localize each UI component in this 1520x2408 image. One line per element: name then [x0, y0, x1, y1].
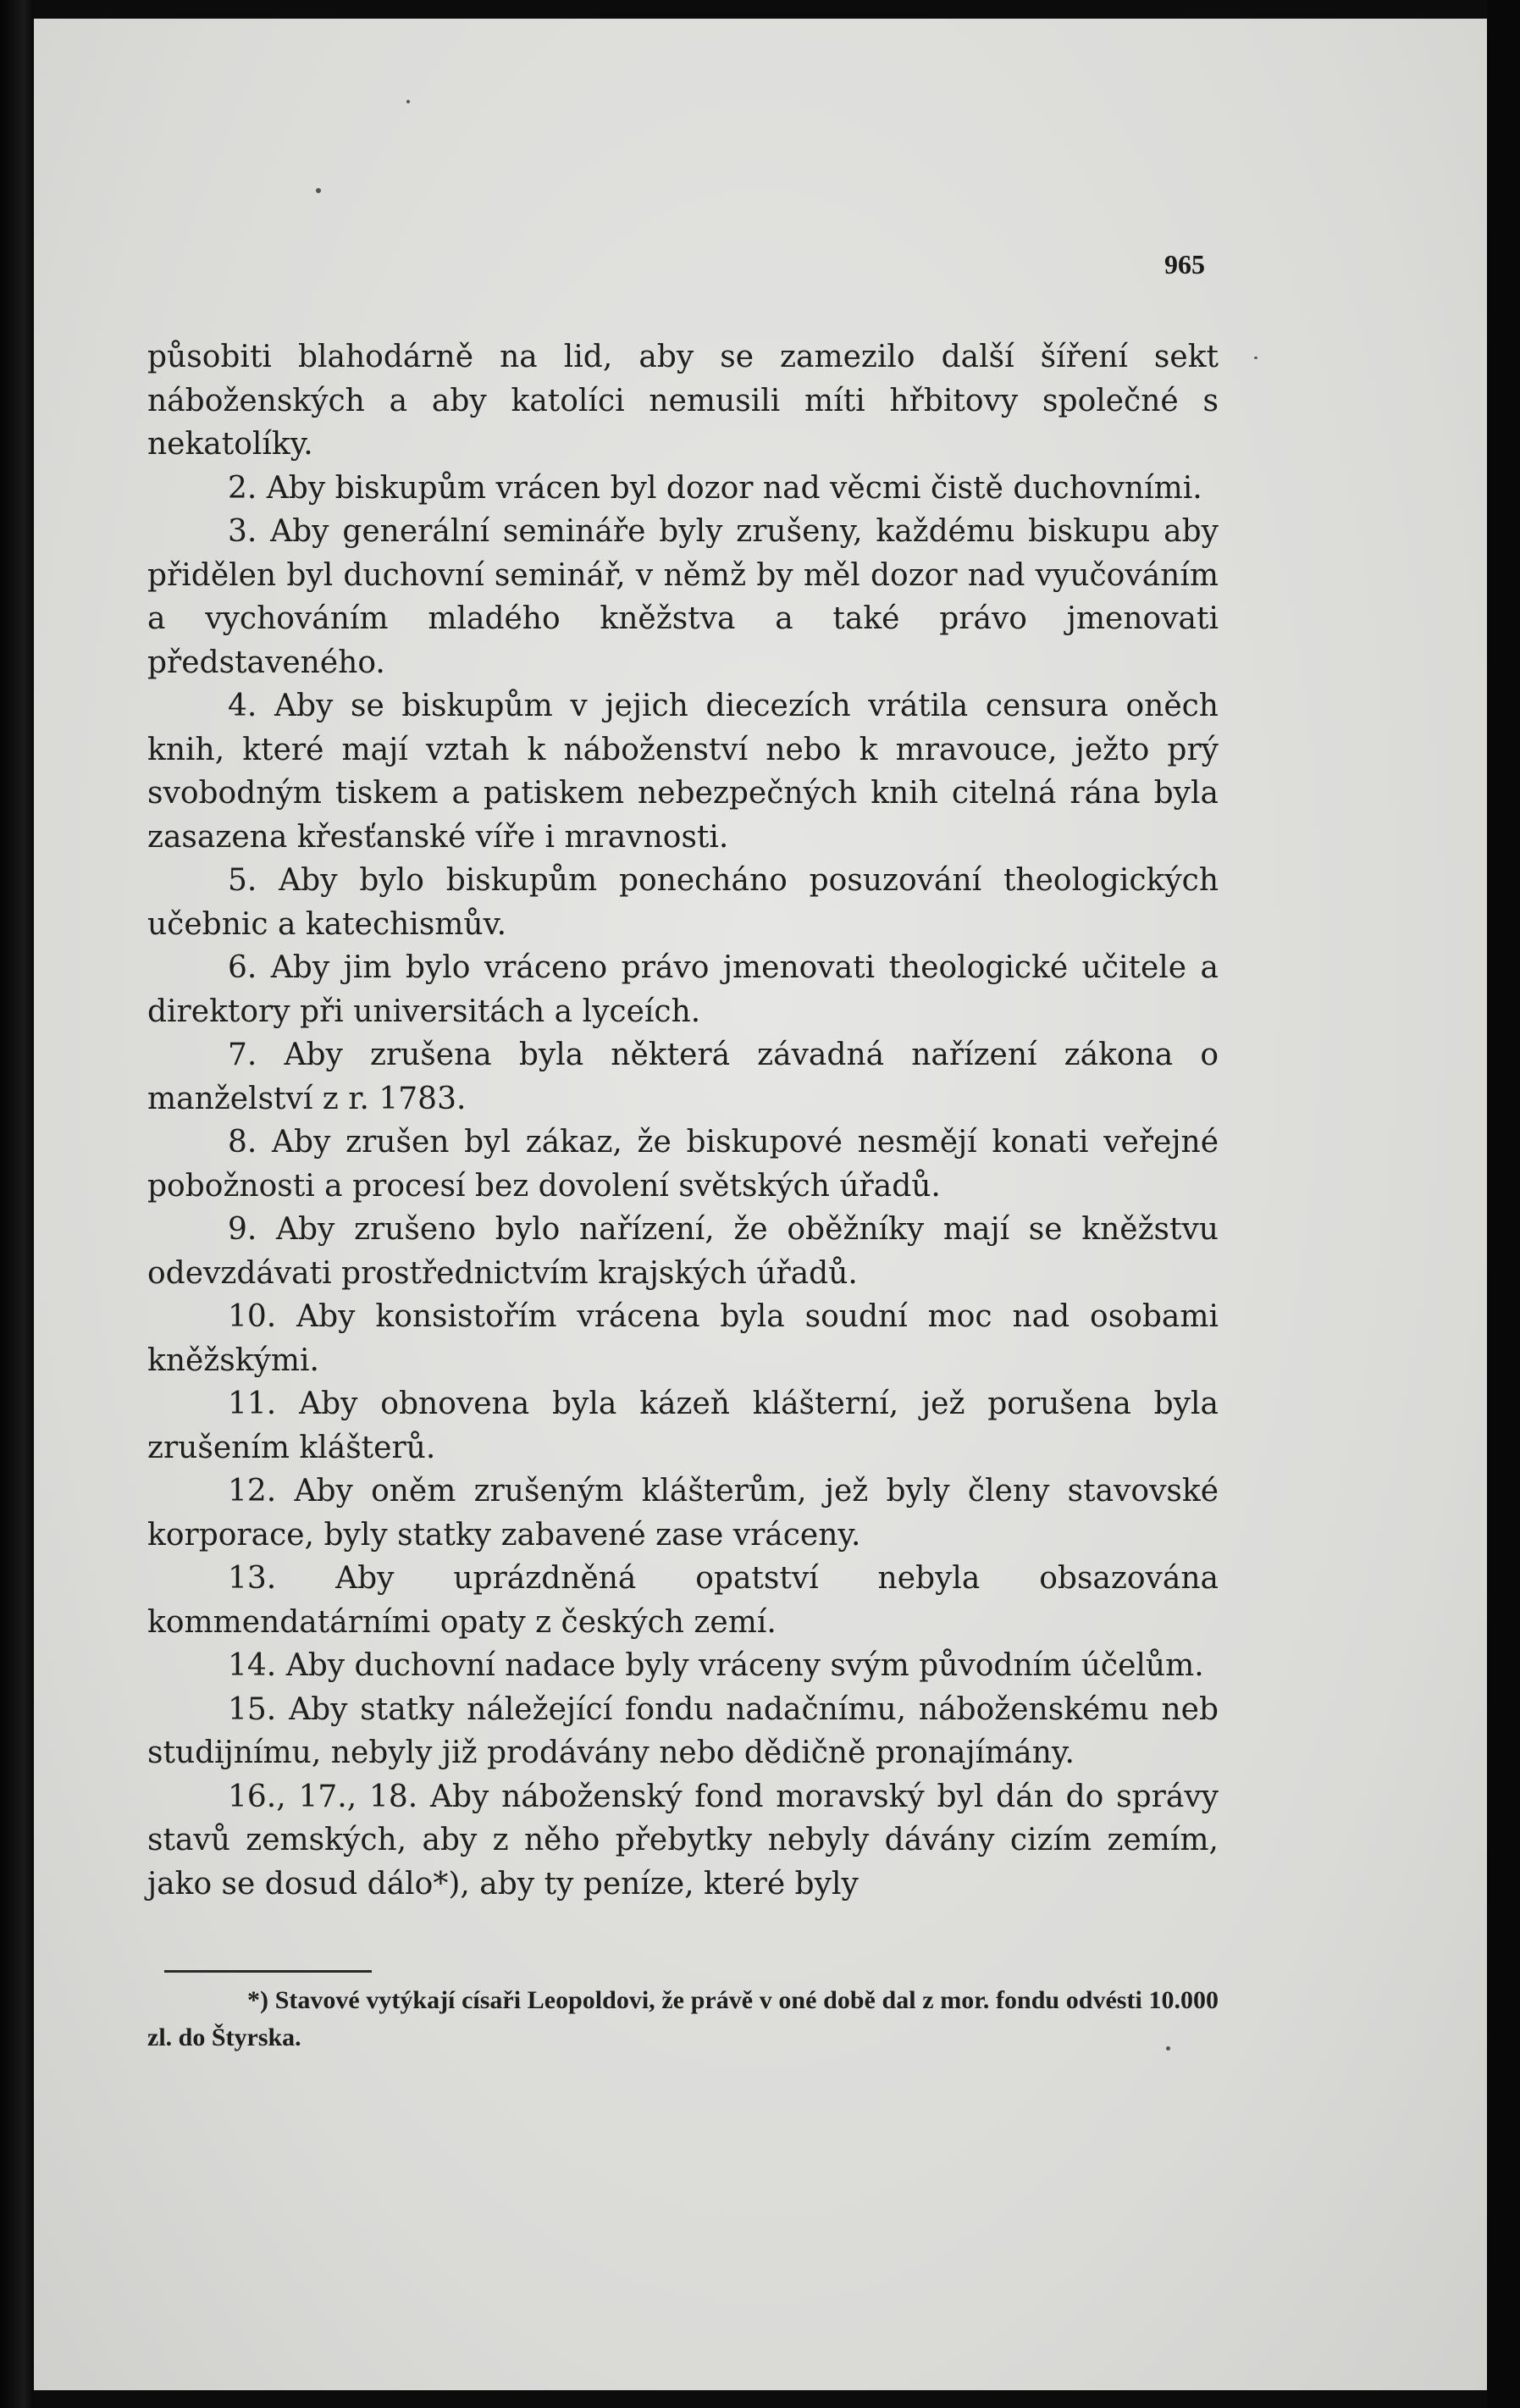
page-number: 965	[1164, 249, 1205, 280]
paragraph: 5. Aby bylo biskupům ponecháno posuzování theologických učebnic a katechismův.	[147, 863, 1219, 942]
footnote-text: *) Stavové vytýkají císaři Leopoldovi, že právě v oné době dal z mor. fondu odvésti 10.000 zl. do Štyrska.	[147, 1986, 1219, 2051]
footnote-rule	[164, 1970, 372, 1973]
paragraph: 16., 17., 18. Aby náboženský fond moravský byl dán do správy stavů zemských, aby z něho přebytky nebyly dávány cizím zemím, jako se dosud dálo*), aby ty peníze, které byly	[147, 1779, 1219, 1901]
paragraph: 3. Aby generální semináře byly zrušeny, každému biskupu aby přidělen byl duchovní seminář, v němž by měl dozor nad vyučováním a vychováním mladého kněžstva a také právo jmenovati představeného.	[147, 514, 1219, 680]
paragraph: 11. Aby obnovena byla kázeň klášterní, jež porušena byla zrušením klášterů.	[147, 1387, 1219, 1465]
paragraph: 9. Aby zrušeno bylo nařízení, že oběžníky mají se kněžstvu odevzdávati prostřednictvím krajských úřadů.	[147, 1212, 1219, 1291]
paragraph: 6. Aby jim bylo vráceno právo jmenovati theologické učitele a direktory při universitách a lyceích.	[147, 950, 1219, 1029]
scan-speck	[1254, 357, 1257, 359]
scan-left-edge	[0, 0, 34, 2408]
paragraph: 7. Aby zrušena byla některá závadná nařízení zákona o manželství z r. 1783.	[147, 1038, 1219, 1116]
body-text	[147, 335, 1219, 1906]
scan-speck	[316, 188, 321, 193]
paragraph: 12. Aby oněm zrušeným klášterům, jež byly členy stavovské korporace, byly statky zabavené zase vráceny.	[147, 1474, 1219, 1553]
paragraph: 4. Aby se biskupům v jejich diecezích vrátila censura oněch knih, které mají vztah k náboženství nebo k mravouce, ježto prý svobodným tiskem a patiskem nebezpečných knih citelná rána byla zasazena křesťanské víře i mravnosti.	[147, 689, 1219, 855]
scan-right-edge	[1487, 0, 1520, 2408]
paragraph: 15. Aby statky náležející fondu nadačnímu, náboženskému neb studijnímu, nebyly již prodávány nebo dědičně pronajímány.	[147, 1691, 1219, 1770]
scan-speck	[406, 100, 410, 103]
paragraph: působiti blahodárně na lid, aby se zamezilo další šíření sekt náboženských a aby katolíci nemusili míti hřbitovy společné s nekatolíky.	[147, 340, 1219, 462]
paragraph: 14. Aby duchovní nadace byly vráceny svým původním účelům.	[228, 1648, 1204, 1683]
paragraph: 2. Aby biskupům vrácen byl dozor nad věcmi čistě duchovními.	[228, 470, 1202, 506]
footnote	[147, 1982, 1219, 2056]
paragraph: 13. Aby uprázdněná opatství nebyla obsazována kommendatárními opaty z českých zemí.	[147, 1561, 1219, 1640]
scan-speck	[1166, 2046, 1170, 2051]
paragraph: 8. Aby zrušen byl zákaz, že biskupové nesmějí konati veřejné pobožnosti a procesí bez dovolení světských úřadů.	[147, 1125, 1219, 1204]
paragraph: 10. Aby konsistořím vrácena byla soudní moc nad osobami kněžskými.	[147, 1299, 1219, 1378]
